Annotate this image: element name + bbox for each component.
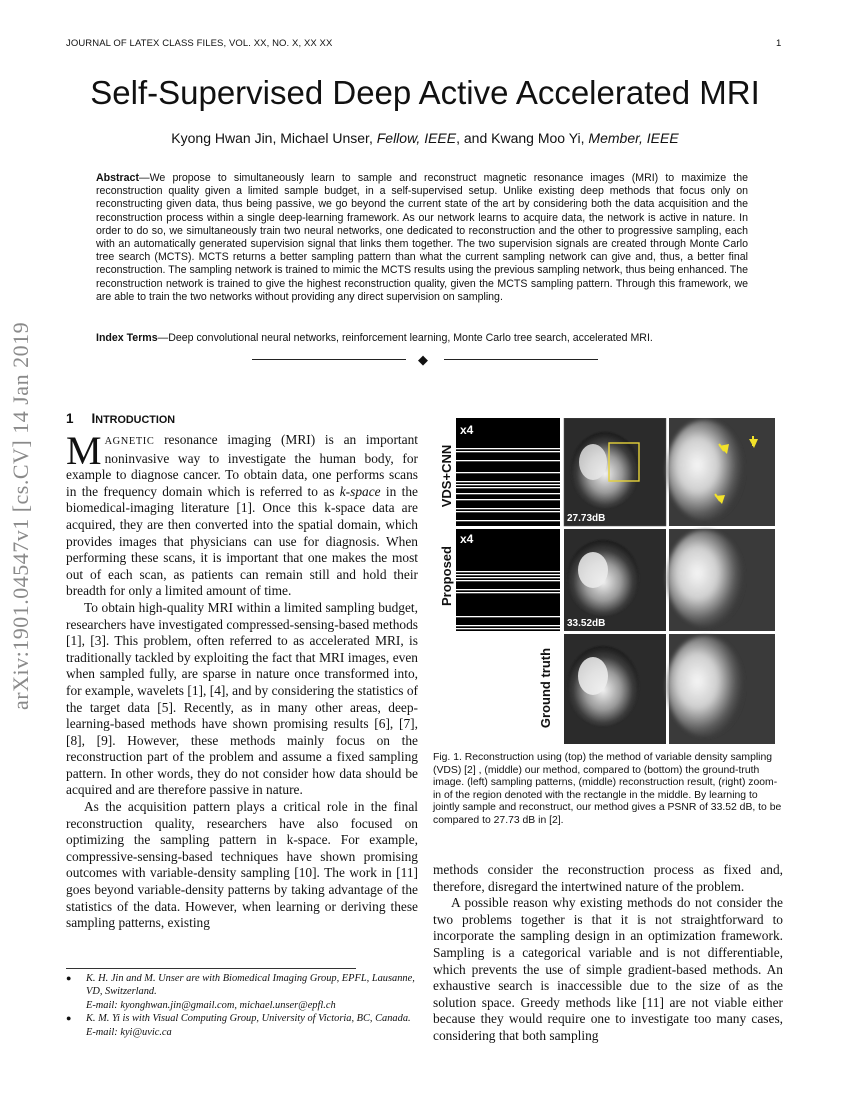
index-terms bbox=[96, 332, 748, 345]
figure-caption: Fig. 1. Reconstruction using (top) the method of variable density sampling (VDS) [2] , (middle) our method, compared to (bottom) the ground-truth image. (left) sampling patterns, (middle) reconstruction result, (right) zoom-in of the region denoted with the rectangle in the middle. By learning to jointly sample and reconstruct, our method gives a PSNR of 33.52 dB, to be compared to 27.73 dB in [2]. bbox=[433, 752, 782, 826]
running-head: JOURNAL OF LATEX CLASS FILES, VOL. XX, NO. X, XX XX bbox=[66, 38, 333, 49]
sampling-line bbox=[456, 580, 560, 581]
abstract-label: Abstract bbox=[96, 172, 139, 184]
figure-1 bbox=[437, 418, 777, 748]
dropcap-continuation: AGNETIC bbox=[104, 436, 155, 447]
section-separator bbox=[252, 352, 598, 368]
footnote-1-email: E-mail: kyonghwan.jin@gmail.com, michael.unser@epfl.ch bbox=[86, 999, 336, 1011]
accel-label-vds: x4 bbox=[460, 423, 474, 437]
index-terms-text: —Deep convolutional neural networks, reinforcement learning, Monte Carlo tree search, accelerated MRI. bbox=[157, 332, 653, 344]
right-paragraph-2: A possible reason why existing methods do not consider the two problems together is that it is not straightforward to incorporate the sampling design in an optimization framework. Sampling is a categorical variable and is not differentiable, which prevents the use of simple gradient-based methods. An exhaustive search is inaccessible due to the size of as the solution space. Greedy methods like [11] are not viable either because they would require one to investigate too many cases, considering that both sampling bbox=[433, 895, 783, 1043]
sampling-line bbox=[456, 487, 560, 488]
sampling-line bbox=[456, 493, 560, 494]
index-terms-label: Index Terms bbox=[96, 332, 158, 344]
recon-image-vds bbox=[564, 418, 666, 526]
sampling-line bbox=[456, 508, 560, 509]
accel-label-proposed: x4 bbox=[460, 532, 474, 546]
footnote-1 bbox=[66, 972, 418, 1012]
paper-title: Self-Supervised Deep Active Accelerated MRI bbox=[90, 74, 760, 111]
sampling-line bbox=[456, 484, 560, 485]
sampling-line bbox=[456, 520, 560, 521]
abstract bbox=[96, 172, 748, 304]
sampling-line bbox=[456, 571, 560, 572]
sampling-line bbox=[456, 574, 560, 575]
page-number: 1 bbox=[776, 38, 782, 49]
footnote-rule bbox=[66, 968, 356, 969]
bullet-icon: ● bbox=[66, 1013, 72, 1024]
p1-text-a: resonance imaging (MRI) is an important noninvasive way to investigate the human body, for example to diagnose cancer. To obtain data, one performs scans in the frequency domain which is referred to as bbox=[66, 432, 418, 499]
row-label-vds: VDS+CNN bbox=[439, 444, 454, 508]
sampling-line bbox=[456, 460, 560, 461]
zoom-image-ground-truth bbox=[667, 634, 775, 744]
separator-diamond-icon: ◆ bbox=[418, 352, 428, 367]
footnotes bbox=[66, 972, 418, 1039]
intro-left-column bbox=[66, 428, 418, 932]
sampling-line bbox=[456, 592, 560, 593]
sampling-line bbox=[456, 511, 560, 512]
zoom-image-proposed bbox=[667, 529, 775, 631]
section-heading bbox=[66, 411, 175, 426]
authors-part2: , and Kwang Moo Yi, bbox=[456, 130, 589, 146]
psnr-proposed: 33.52dB bbox=[567, 618, 606, 629]
sampling-line bbox=[456, 577, 560, 578]
footnote-1-text: K. H. Jin and M. Unser are with Biomedical Imaging Group, EPFL, Lausanne, VD, Switzerland. bbox=[86, 973, 415, 998]
psnr-vds: 27.73dB bbox=[567, 513, 606, 524]
authors-part1: Kyong Hwan Jin, Michael Unser, bbox=[171, 130, 377, 146]
row-label-gt: Ground truth bbox=[538, 647, 553, 729]
zoom-image-vds bbox=[667, 418, 775, 526]
p1-kspace: k-space bbox=[339, 483, 381, 499]
author-role-1: Fellow, IEEE bbox=[376, 130, 457, 146]
intro-paragraph-1 bbox=[66, 428, 418, 600]
sampling-line bbox=[456, 499, 560, 500]
intro-paragraph-3: As the acquisition pattern plays a critical role in the final reconstruction quality, researchers have also focused on optimizing the sampling pattern in k-space. For example, compressive-sensing-based techniques have shown promising outcomes with variable-density sampling [10]. The work in [11] goes beyond variable-density patterns by taking advantage of the statistics of the data. However, when learning or deriving these sampling patterns, existing bbox=[66, 799, 418, 931]
author-line bbox=[0, 130, 850, 146]
abstract-text: —We propose to simultaneously learn to sample and reconstruct magnetic resonance images (MRI) to maximize the reconstruction quality given a limited sample budget, in a self-supervised setup. Unlike existing deep methods that focus only on reconstructing given data, thus being passive, we go beyond the current state of the art by considering both the data acquisition and the reconstruction process within a single deep-learning framework. As our network learns to acquire data, the network is active in nature. In order to do so, we simultaneously train two neural networks, one dedicated to reconstruction and the other to progressive sampling, each with an automatically generated supervision signal that links them together. The two supervision signals are created through Monte Carlo tree search (MCTS). MCTS returns a better sampling pattern than what the current sampling network can give and, thus, a better final reconstruction. The sampling network is trained to mimic the MCTS results using the previous sampling network, thus being enhanced. The reconstruction network is trained to give the highest reconstruction quality, given the MCTS sampling pattern. Through this framework, we are able to train the two networks without providing any direct supervision on sampling. bbox=[96, 172, 748, 303]
sampling-line bbox=[456, 625, 560, 626]
recon-image-proposed bbox=[564, 529, 666, 631]
sampling-line bbox=[456, 481, 560, 482]
sampling-line bbox=[456, 472, 560, 473]
footnote-2-text: K. M. Yi is with Visual Computing Group, University of Victoria, BC, Canada. E-mail: kyi@uvic.ca bbox=[86, 1013, 411, 1038]
sampling-line bbox=[456, 616, 560, 617]
sampling-line bbox=[456, 628, 560, 629]
sampling-line bbox=[456, 451, 560, 452]
dropcap: M bbox=[66, 428, 102, 473]
footnote-2 bbox=[66, 1012, 418, 1039]
section-number: 1 bbox=[66, 411, 74, 426]
section-title-rest: NTRODUCTION bbox=[95, 414, 176, 426]
sampling-line bbox=[456, 448, 560, 449]
p1-text-b: in the biomedical-imaging literature [1]. Once this k-space data are acquired, they are then converted into the spatial domain, which provides images that physicians can use for diagnosis. When performing these scans, it is important that one makes the most out of each scan, as patients can remain still and hold their breadth for only a limited amount of time. bbox=[66, 483, 418, 599]
recon-image-ground-truth bbox=[564, 634, 666, 744]
author-role-2: Member, IEEE bbox=[588, 130, 679, 146]
row-label-proposed: Proposed bbox=[439, 546, 454, 606]
intro-right-column bbox=[433, 862, 783, 1045]
right-paragraph-1: methods consider the reconstruction process as fixed and, therefore, disregard the intertwined nature of the problem. bbox=[433, 862, 783, 894]
section-initial: I bbox=[91, 411, 96, 426]
arxiv-stamp bbox=[8, 321, 33, 720]
intro-paragraph-2: To obtain high-quality MRI within a limited sampling budget, researchers have investigated compressed-sensing-based methods [1], [3]. This problem, often referred to as accelerated MRI, is traditionally tackled by exploiting the fact that MRI images, even when sampled fully, are sparse in nature once transformed into, for example, wavelets [1], [4], and by considering the statistics of the target data [5]. Recently, as in many other areas, deep-learning-based methods have shown promising results [6], [7], [8], [9]. However, these methods mainly focus on the reconstruction part of the problem and assume a fixed sampling pattern. In other words, they do not consider how data should be acquired and are therefore passive in nature. bbox=[66, 599, 418, 798]
sampling-line bbox=[456, 589, 560, 590]
bullet-icon: ● bbox=[66, 973, 72, 983]
arxiv-stamp-text: arXiv:1901.04547v1 [cs.CV] 14 Jan 2019 bbox=[8, 321, 33, 710]
